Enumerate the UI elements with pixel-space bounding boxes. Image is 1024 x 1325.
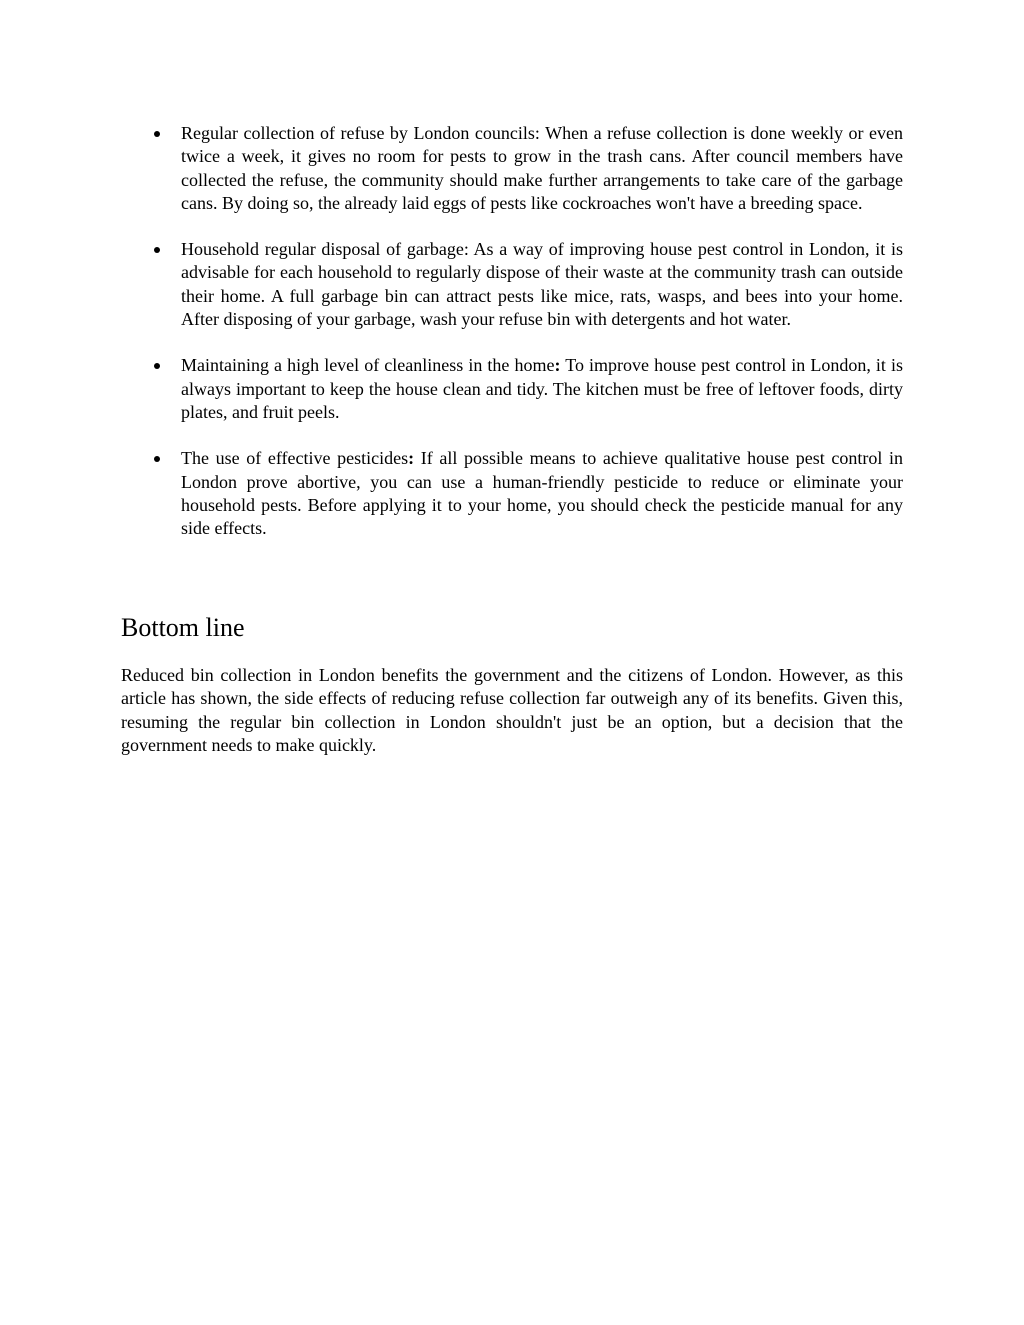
bullet-text: Regular collection of refuse by London councils: When a refuse collection is done weekly or even twice a week, it gives no room for pests to grow in the trash cans. After council members have collected the refuse, the community should make further arrangements to take care of the garbage cans. By doing so, the already laid eggs of pests like cockroaches won't have a breeding space. bbox=[181, 123, 903, 213]
bullet-lead: Maintaining a high level of cleanliness in the home bbox=[181, 355, 555, 376]
bullet-icon bbox=[154, 456, 160, 462]
bullet-rest: If all possible means to achieve qualitative house pest control in London prove abortive, you can use a human-friendly pesticide to reduce or eliminate your household pests. Before applying it to your home, you should check the pesticide manual for any side effects. bbox=[181, 448, 903, 539]
bullet-icon bbox=[154, 247, 160, 253]
bullet-colon: : bbox=[554, 355, 561, 376]
bullet-lead: The use of effective pesticides bbox=[181, 448, 409, 469]
bullet-item-pesticides bbox=[121, 447, 903, 540]
bullet-icon bbox=[154, 131, 160, 137]
section-heading: Bottom line bbox=[121, 613, 245, 642]
bullet-text bbox=[181, 447, 903, 540]
bullet-text bbox=[181, 354, 903, 424]
bullet-item-garbage-disposal bbox=[121, 238, 903, 331]
conclusion-paragraph: Reduced bin collection in London benefits the government and the citizens of London. However, as this article has shown, the side effects of reducing refuse collection far outweigh any of its benefits. Given this, resuming the regular bin collection in London shouldn't just be an option, but a decision that the government needs to make quickly. bbox=[121, 665, 903, 755]
bullet-icon bbox=[154, 363, 160, 369]
bullet-colon: : bbox=[408, 448, 415, 469]
bullet-item-refuse-collection bbox=[121, 122, 903, 215]
bullet-list bbox=[121, 122, 903, 540]
bullet-item-cleanliness bbox=[121, 354, 903, 424]
bullet-rest: To improve house pest control in London, it is always important to keep the house clean and tidy. The kitchen must be free of leftover foods, dirty plates, and fruit peels. bbox=[181, 355, 903, 422]
bullet-text: Household regular disposal of garbage: As a way of improving house pest control in London, it is advisable for each household to regularly dispose of their waste at the community trash can outside their home. A full garbage bin can attract pests like mice, rats, wasps, and bees into your home. After disposing of your garbage, wash your refuse bin with detergents and hot water. bbox=[181, 239, 903, 330]
